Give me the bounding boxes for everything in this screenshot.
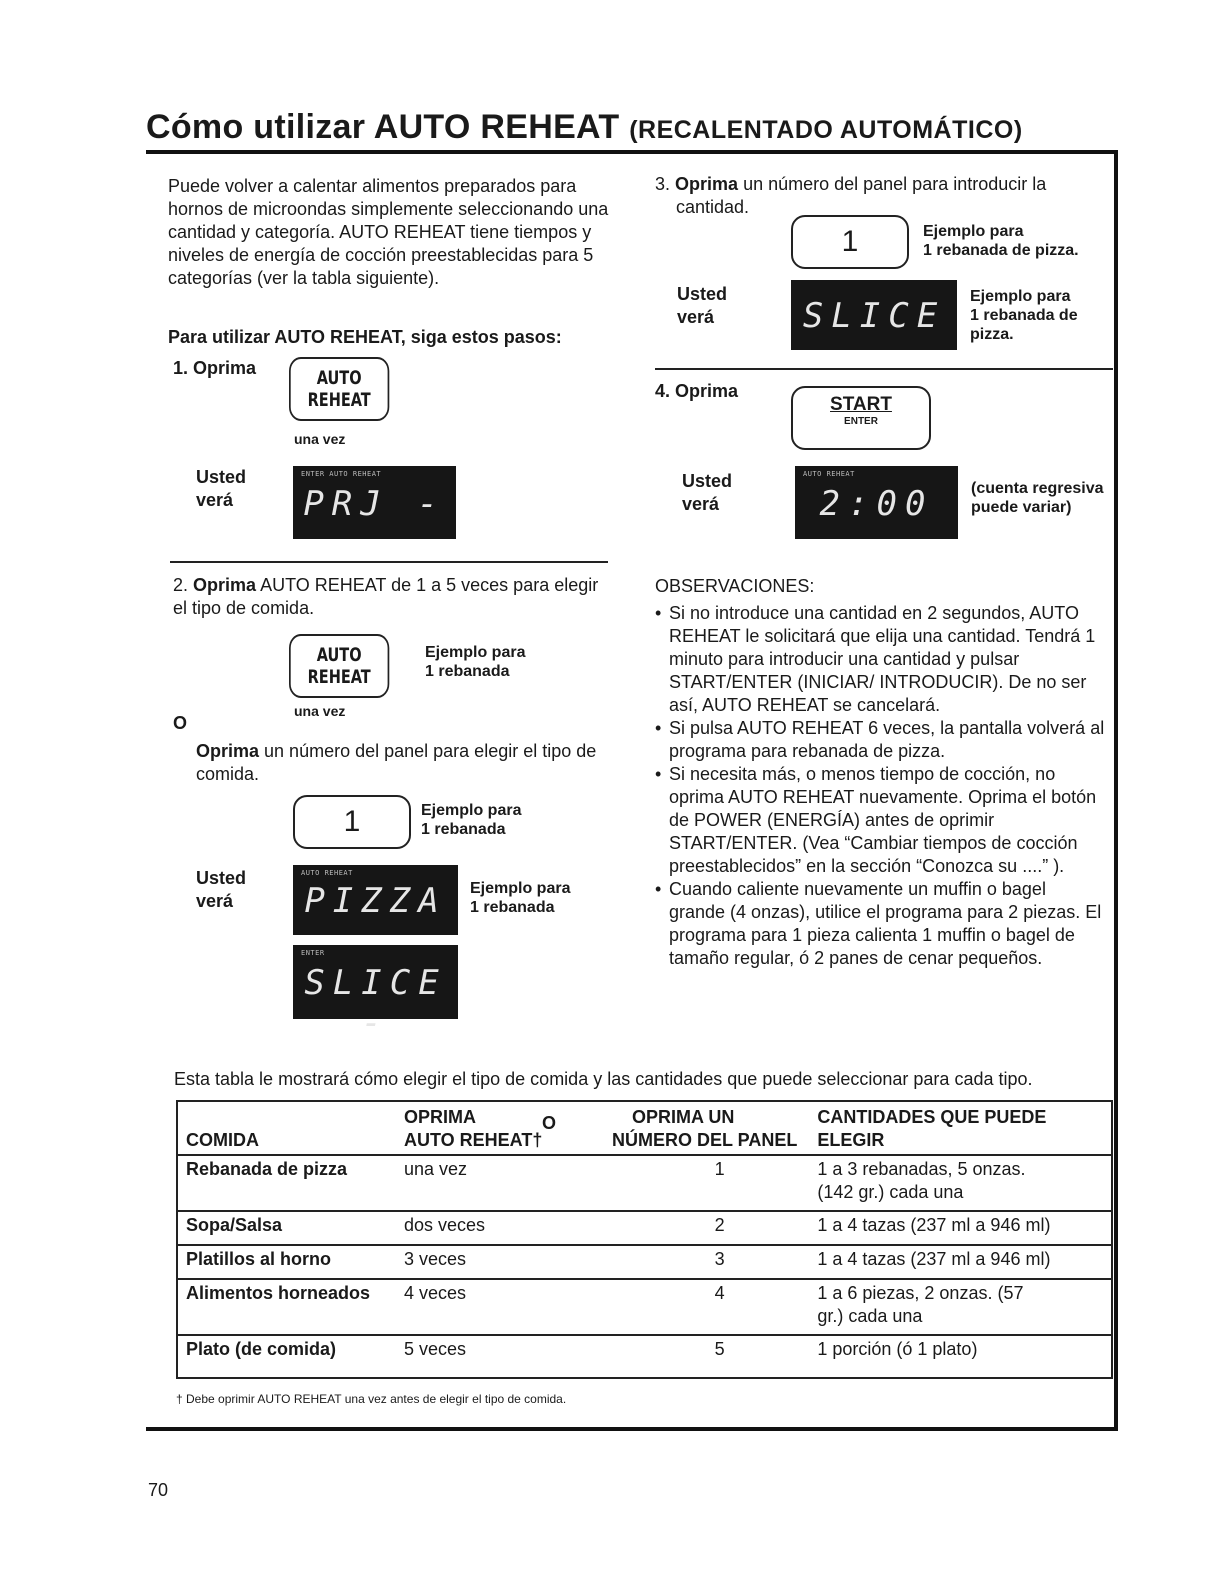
see-line: verá [196,891,234,911]
lcd-indicator: ENTER AUTO REHEAT [301,470,382,478]
step1-see [196,466,246,512]
table-footnote: † Debe oprimir AUTO REHEAT una vez antes de elegir el tipo de comida. [176,1392,567,1406]
see-line: Usted [682,471,733,491]
step3-example [923,222,1079,260]
see-line: Usted [196,467,247,487]
example-line: Ejemplo para [425,644,526,661]
see-line: verá [677,307,715,327]
cell-quantity: 1 a 6 piezas, 2 onzas. (57 gr.) cada una [807,1279,1113,1335]
cell-press: 5 veces [394,1335,632,1371]
cell-quantity: 1 porción (ó 1 plato) [807,1335,1113,1371]
intro-paragraph: Puede volver a calentar alimentos preparados para hornos de microondas simplemente seleccionando una cantidad y categoría. AUTO REHEAT tiene tiempos y niveles de energía de cocción preestablecidas para 5 categorías (ver la tabla siguiente). [168,176,609,288]
table-row [176,1245,1113,1279]
observation-text: Si necesita más, o menos tiempo de cocción, no oprima AUTO REHEAT nuevamente. Oprima el botón de POWER (ENERGÍA) antes de oprimir START/ENTER. (Vea “Cambiar tiempos de cocción preestablecidos” en la sección “Conozca su ....” ). [669,764,1097,876]
table-intro: Esta tabla le mostrará cómo elegir el tipo de comida y las cantidades que puede seleccionar para cada tipo. [174,1069,1033,1089]
cell-quantity: 1 a 4 tazas (237 ml a 946 ml) [807,1211,1113,1245]
lcd-digits: PIZZA [304,881,447,921]
cell-press: 3 veces [394,1245,632,1279]
step3-text [655,173,1100,219]
title-sub: (RECALENTADO AUTOMÁTICO) [629,116,1023,144]
header-line: ELEGIR [817,1130,885,1150]
header-quantity [807,1100,1113,1155]
header-press [394,1100,632,1155]
example-line: Ejemplo para [923,223,1024,240]
header-line: AUTO REHEAT† [404,1130,543,1150]
see-line: verá [196,490,234,510]
steps-heading: Para utilizar AUTO REHEAT, siga estos pasos: [168,327,562,347]
cell-number: 4 [632,1279,807,1335]
cell-food: Alimentos horneados [176,1279,394,1335]
cell-number: 3 [632,1245,807,1279]
button-line: AUTO [316,367,362,389]
lcd-display-step3 [791,280,957,350]
note-line: puede variar) [971,499,1072,516]
cell-press: dos veces [394,1211,632,1245]
lcd-display-slice [293,945,458,1043]
or-label: O [173,713,188,733]
example-line: 1 rebanada [470,899,555,916]
header-line: OPRIMA UN [632,1107,735,1127]
list-item: • Si pulsa AUTO REHEAT 6 veces, la pantalla volverá al programa para rebanada de pizza. [655,718,1105,761]
step4-see [682,470,732,516]
cell-number: 2 [632,1211,807,1245]
step2-alt-text [196,740,616,786]
lcd-digits: SLICE [802,296,946,336]
lcd-display-pizza [293,865,458,935]
lcd-indicator: ENTER [301,949,325,957]
see-line: Usted [196,868,247,888]
step2-num-example [421,801,521,839]
divider [655,368,1113,370]
cell-press: 4 veces [394,1279,632,1335]
cell-quantity: 1 a 4 tazas (237 ml a 946 ml) [807,1245,1113,1279]
start-enter-button [791,386,931,450]
see-line: verá [682,494,720,514]
table-row [176,1335,1113,1371]
example-line: 1 rebanada [425,663,510,680]
cell-food: Platillos al horno [176,1245,394,1279]
observation-text: Cuando caliente nuevamente un muffin o bagel grande (4 onzas), utilice el programa para 2 piezas. El programa para 1 pieza calienta 1 muffin o bagel de tamaño regular, ó 2 panes de cenar pequeños. [669,879,1102,968]
step2-see [196,867,246,913]
page-title [146,108,1023,147]
step-desc: AUTO REHEAT de 1 a 5 veces para elegir el tipo de comida. [173,575,599,618]
step2-times: una vez [294,703,346,719]
example-line: pizza. [970,326,1014,343]
step-verb: Oprima [193,575,257,595]
auto-reheat-button [289,357,389,421]
step4-label: 4. Oprima [655,381,739,401]
cell-food: Plato (de comida) [176,1335,394,1371]
button-line: AUTO [316,644,362,666]
lcd-display-step1 [293,466,456,539]
observations-list [655,602,1105,970]
lcd-digits: SLICE - [304,963,447,1043]
cell-quantity: 1 a 3 rebanadas, 5 onzas. (142 gr.) cada una [807,1155,1113,1211]
food-table [176,1100,1113,1371]
step2-example [425,643,525,681]
step1-label: 1. Oprima [173,358,257,378]
button-line: ENTER [844,416,878,427]
cell-food: Rebanada de pizza [176,1155,394,1211]
table-row [176,1211,1113,1245]
step-verb: Oprima [675,174,739,194]
cell-food: Sopa/Salsa [176,1211,394,1245]
step3-see [677,283,727,329]
divider [170,561,608,563]
step2-display-example [470,879,570,917]
example-line: 1 rebanada [421,821,506,838]
page-number: 70 [148,1480,169,1500]
observation-text: Si pulsa AUTO REHEAT 6 veces, la pantalla volverá al programa para rebanada de pizza. [669,718,1105,761]
see-line: Usted [677,284,728,304]
note-line: (cuenta regresiva [971,480,1104,497]
step-desc: un número del panel para introducir la cantidad. [676,174,1047,217]
header-line: NÚMERO DEL PANEL [612,1130,798,1150]
lcd-digits: PRJ - [303,484,446,524]
lcd-indicator: AUTO REHEAT [803,470,855,478]
step-desc: un número del panel para elegir el tipo de comida. [196,741,597,784]
example-line: Ejemplo para [470,880,571,897]
lcd-display-step4 [795,466,958,539]
title-main: Cómo utilizar AUTO REHEAT [146,108,620,146]
step-verb: Oprima [196,741,260,761]
step-number: 3. [655,174,671,194]
observations [655,575,1105,970]
auto-reheat-button [289,634,389,698]
step3-display-example [970,287,1078,344]
number-1-button: 1 [791,215,909,269]
table-row [176,1155,1113,1211]
step-number: 2. [173,575,189,595]
header-number [612,1100,807,1155]
observations-heading: OBSERVACIONES: [655,576,815,596]
header-or: O [542,1113,557,1133]
example-line: Ejemplo para [970,288,1071,305]
header-line: CANTIDADES QUE PUEDE [817,1107,1047,1127]
observation-text: Si no introduce una cantidad en 2 segundos, AUTO REHEAT le solicitará que elija una cantidad. Tendrá 1 minuto para introducir una cantidad y pulsar START/ENTER (INICIAR/ INTRODUCIR). De no ser así, AUTO REHEAT se cancelará. [669,603,1096,715]
example-line: 1 rebanada de pizza. [923,242,1079,259]
table-header-row [176,1100,1113,1155]
button-line: REHEAT [307,666,371,688]
cell-press: una vez [394,1155,632,1211]
example-line: Ejemplo para [421,802,522,819]
header-food: COMIDA [186,1130,259,1150]
step2-text [173,574,603,620]
list-item: • Si no introduce una cantidad en 2 segundos, AUTO REHEAT le solicitará que elija una cantidad. Tendrá 1 minuto para introducir una cantidad y pulsar START/ENTER (INICIAR/ INTRODUCIR). De no ser así, AUTO REHEAT se cancelará. [655,602,1105,717]
list-item: • Cuando caliente nuevamente un muffin o bagel grande (4 onzas), utilice el programa para 2 piezas. El programa para 1 pieza calienta 1 muffin o bagel de tamaño regular, ó 2 panes de cenar pequeños. [655,878,1105,970]
step1-times: una vez [294,431,346,447]
cell-number: 5 [632,1335,807,1371]
table-row [176,1279,1113,1335]
button-line: START [830,394,892,415]
button-line: REHEAT [307,389,371,411]
header-line: OPRIMA [404,1107,476,1127]
example-line: 1 rebanada de [970,307,1078,324]
lcd-indicator: AUTO REHEAT [301,869,353,877]
lcd-digits: 2:00 [819,484,934,524]
list-item: • Si necesita más, o menos tiempo de cocción, no oprima AUTO REHEAT nuevamente. Oprima el botón de POWER (ENERGÍA) antes de oprimir START/ENTER. (Vea “Cambiar tiempos de cocción preestablecidos” en la sección “Conozca su ....” ). [655,763,1105,878]
number-1-button: 1 [293,795,411,849]
step4-note [971,479,1104,517]
cell-number: 1 [632,1155,807,1211]
